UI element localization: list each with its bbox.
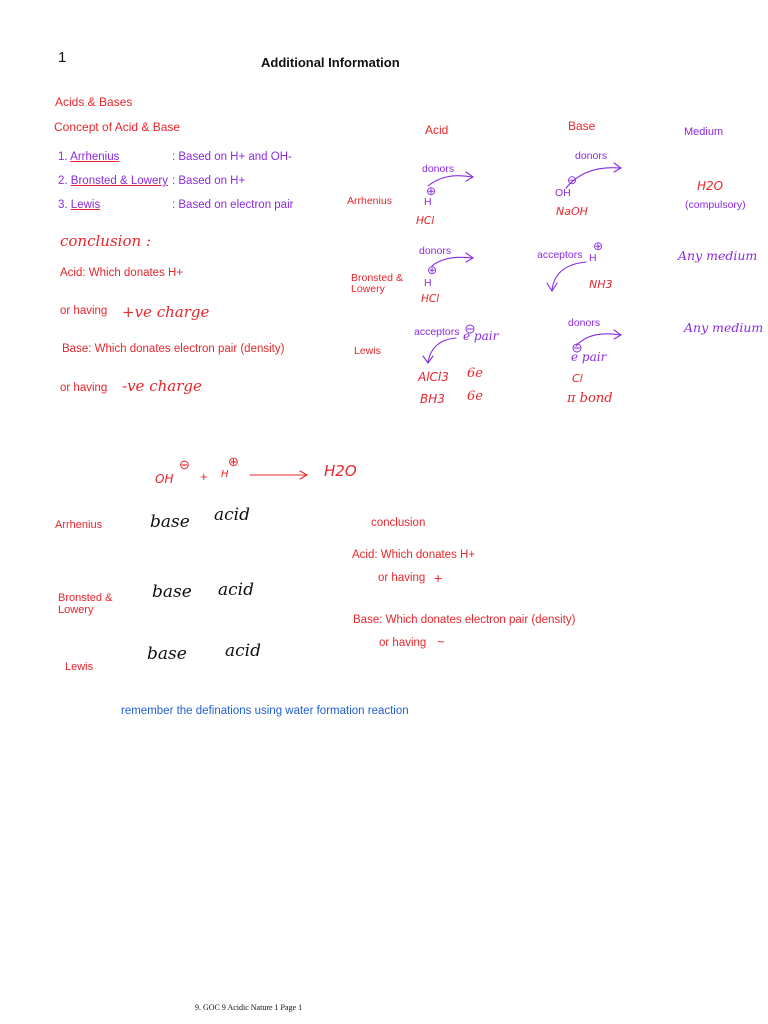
lewis-base-pair: e pair <box>571 350 607 364</box>
lewis-acid-example-1-note: 6e <box>467 366 483 381</box>
column-header-base: Base <box>568 119 596 133</box>
acid-or-having-note: +ve charge <box>122 303 210 321</box>
item-name: Arrhenius <box>70 151 120 163</box>
reaction-label-arrhenius: Arrhenius <box>55 519 103 531</box>
arrhenius-acid-charge: ⊕ <box>426 184 437 198</box>
arrhenius-base-example: NaOH <box>556 205 588 218</box>
right-base-symbol: ~ <box>437 634 445 649</box>
acid-definition: Acid: Which donates H+ <box>60 267 184 279</box>
bronsted-acid-arrow-label: donors <box>419 245 452 257</box>
concept-item-bronsted <box>58 176 168 188</box>
right-acid-or-having: or having <box>378 572 426 584</box>
item-name: Lewis <box>70 199 101 211</box>
lewis-acid-example-1: AlCl3 <box>418 370 449 384</box>
item-name: Bronsted & Lowery <box>70 175 168 187</box>
reaction-lhs-1: OH <box>155 472 174 486</box>
bronsted-acid-species: H <box>424 277 432 289</box>
item-number: 2. <box>58 175 68 187</box>
reaction-arrowhead <box>300 471 307 479</box>
concept-item-lewis <box>58 200 100 212</box>
bronsted-acid-example: HCl <box>421 293 440 305</box>
right-conclusion-heading: conclusion <box>371 517 426 529</box>
arrhenius-base-charge: ⊖ <box>567 173 578 187</box>
concept-desc-bronsted: : Based on H+ <box>172 175 246 187</box>
reminder-note: remember the definations using water formation reaction <box>121 705 409 717</box>
page-title: Additional Information <box>261 55 400 70</box>
arrhenius-acid-arrowhead <box>466 172 473 181</box>
row-label-lewis: Lewis <box>354 345 381 357</box>
bronsted-base-arrow <box>552 262 586 290</box>
reaction-lhs-1-charge: ⊖ <box>179 457 190 472</box>
conclusion-label: conclusion : <box>60 232 151 250</box>
row-label-bronsted-2: Lowery <box>351 283 385 295</box>
reaction-label-bronsted-2: Lowery <box>58 604 94 616</box>
bronsted-medium: Any medium <box>678 248 758 263</box>
lewis-acid-arrow-label: acceptors <box>414 326 460 338</box>
right-acid-definition: Acid: Which donates H+ <box>352 549 476 561</box>
column-header-medium: Medium <box>684 126 724 138</box>
base-or-having: or having <box>60 382 108 394</box>
lewis-acid-example-2: BH3 <box>420 392 445 406</box>
arrhenius-base-arrowhead <box>614 163 621 172</box>
arrhenius-acid-arrow-label: donors <box>422 163 455 175</box>
column-header-acid: Acid <box>425 123 449 137</box>
reaction-product: H2O <box>324 462 357 480</box>
reaction-lewis-acid: acid <box>225 641 261 661</box>
right-acid-symbol: + <box>434 570 443 586</box>
lewis-base-arrow-label: donors <box>568 317 601 329</box>
right-base-definition: Base: Which donates electron pair (density) <box>353 614 576 626</box>
concept-desc-arrhenius: : Based on H+ and OH- <box>172 151 292 163</box>
bronsted-base-species: H <box>589 252 597 264</box>
concept-heading: Concept of Acid & Base <box>54 120 181 134</box>
section-heading: Acids & Bases <box>55 95 133 109</box>
arrhenius-medium: H2O <box>697 179 724 193</box>
base-or-having-note: -ve charge <box>122 377 202 395</box>
row-label-bronsted-1: Bronsted & <box>351 272 403 284</box>
reaction-arrhenius-acid: acid <box>214 505 250 525</box>
lewis-medium: Any medium <box>684 320 764 335</box>
arrhenius-acid-species: H <box>424 196 432 208</box>
reaction-label-bronsted-1: Bronsted & <box>58 592 113 604</box>
lewis-base-example-2: π bond <box>567 391 613 406</box>
item-number: 3. <box>58 199 68 211</box>
bronsted-acid-arrowhead <box>466 253 473 262</box>
arrhenius-base-species: OH <box>555 187 571 199</box>
arrhenius-base-arrow-label: donors <box>575 150 608 162</box>
reaction-bronsted-acid: acid <box>218 580 254 600</box>
acid-or-having: or having <box>60 305 108 317</box>
bronsted-acid-arrow <box>432 257 472 266</box>
reaction-bronsted-base: base <box>152 582 192 602</box>
page-number: 1 <box>58 49 67 66</box>
lewis-base-example-1: Cl <box>572 372 583 385</box>
bronsted-base-arrow-label: acceptors <box>537 249 583 261</box>
arrhenius-acid-example-text: HCl <box>416 215 435 227</box>
arrhenius-medium-note: (compulsory) <box>685 199 746 211</box>
right-base-or-having: or having <box>379 637 427 649</box>
reaction-lewis-base: base <box>147 644 187 664</box>
base-definition: Base: Which donates electron pair (density) <box>62 343 285 355</box>
concept-item-arrhenius <box>58 152 119 164</box>
reaction-lhs-2-charge: ⊕ <box>228 454 239 469</box>
lewis-base-arrowhead <box>614 330 621 339</box>
lewis-acid-arrowhead <box>423 356 433 363</box>
arrhenius-acid-example <box>398 216 434 227</box>
bronsted-base-arrowhead <box>547 283 557 291</box>
reaction-plus: + <box>200 469 208 484</box>
lewis-acid-arrow <box>428 338 456 362</box>
row-label-arrhenius: Arrhenius <box>347 195 392 207</box>
bronsted-acid-charge: ⊕ <box>427 263 438 277</box>
page-footer: 9. GOC 9 Acidic Nature 1 Page 1 <box>195 1003 303 1012</box>
reaction-label-lewis: Lewis <box>65 661 94 673</box>
concept-desc-lewis: : Based on electron pair <box>172 199 294 211</box>
bronsted-base-charge: ⊕ <box>593 239 604 253</box>
lewis-acid-example-2-note: 6e <box>467 389 483 404</box>
bronsted-base-example: NH3 <box>589 278 613 291</box>
reaction-lhs-2: H <box>221 469 229 480</box>
lewis-acid-pair: e pair <box>463 329 499 343</box>
reaction-arrhenius-base: base <box>150 512 190 532</box>
item-number: 1. <box>58 151 68 163</box>
lewis-base-arrow <box>576 334 620 346</box>
